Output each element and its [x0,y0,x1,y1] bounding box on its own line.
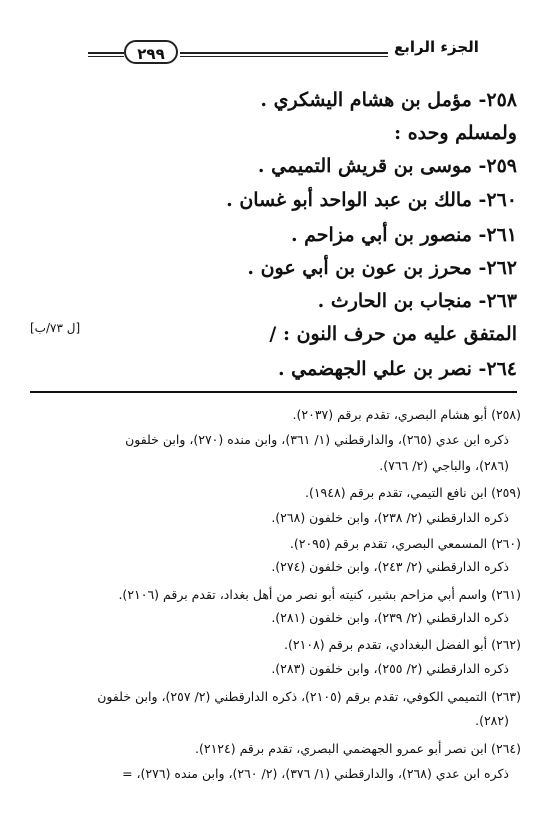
margin-note: [ل ٧٣/ب] [30,321,81,335]
entry-263: ٢٦٣- منجاب بن الحارث . [317,290,517,312]
entry-262: ٢٦٢- محرز بن عون بن أبي عون . [247,257,517,279]
section-heading-muslim: ولمسلم وحده : [394,122,517,144]
header-rule-left-thin [88,56,124,57]
header-rule-middle [180,52,388,54]
footnote-263: (٢٦٣) التميمي الكوفي، تقدم برقم (٢١٠٥)، ذكره الدارقطني (٢/ ٢٥٧)، وابن خلفون [97,689,521,704]
footnote-263-line-2: (٢٨٢). [475,713,509,728]
entry-261: ٢٦١- منصور بن أبي مزاحم . [290,224,517,246]
footnote-262-line-2: ذكره الدارقطني (٢/ ٢٥٥)، وابن خلفون (٢٨٣). [271,661,509,676]
volume-title: الجزء الرابع [394,38,479,56]
footnote-260: (٢٦٠) المسمعي البصري، تقدم برقم (٢٠٩٥). [289,536,521,551]
entry-260: ٢٦٠- مالك بن عبد الواحد أبو غسان . [226,189,517,211]
footnote-264: (٢٦٤) ابن نصر أبو عمرو الجهضمي البصري، تقدم برقم (٢١٢٤). [195,741,521,756]
footnote-260-line-2: ذكره الدارقطني (٢/ ٢٤٣)، وابن خلفون (٢٧٤). [271,559,509,574]
footnote-258-line-3: (٢٨٦)، والباجي (٢/ ٧٦٦). [379,458,509,473]
entry-258: ٢٥٨- مؤمل بن هشام اليشكري . [260,89,517,111]
header-rule-middle-thin [180,56,388,57]
header-rule-left [88,52,124,54]
footnote-259: (٢٥٩) ابن نافع التيمي، تقدم برقم (١٩٤٨). [304,485,521,500]
section-heading-nun: المتفق عليه من حرف النون : / [269,323,517,345]
footnote-261-line-2: ذكره الدارقطني (٢/ ٢٣٩)، وابن خلفون (٢٨١). [271,610,509,625]
page-number: ٢٩٩ [124,40,178,64]
entry-264: ٢٦٤- نصر بن علي الجهضمي . [277,358,517,380]
footnote-258: (٢٥٨) أبو هشام البصري، تقدم برقم (٢٠٣٧). [292,407,521,422]
footnote-259-line-2: ذكره الدارقطني (٢/ ٢٣٨)، وابن خلفون (٢٦٨). [271,510,509,525]
entry-259: ٢٥٩- موسى بن قريش التميمي . [257,155,517,177]
footnote-262: (٢٦٢) أبو الفضل البغدادي، تقدم برقم (٢١٠٨). [284,637,521,652]
footnote-261: (٢٦١) واسم أبي مزاحم بشير، كنيته أبو نصر من أهل بغداد، تقدم برقم (٢١٠٦). [118,587,521,602]
footnote-separator [30,391,517,393]
footnote-264-line-2: ذكره ابن عدي (٢٦٨)، والدارقطني (١/ ٣٧٦)، (٢/ ٢٦٠)، وابن منده (٢٧٦)، = [122,766,509,781]
footnote-258-line-2: ذكره ابن عدي (٢٦٥)، والدارقطني (١/ ٣٦١)، وابن منده (٢٧٠)، وابن خلفون [125,432,509,447]
